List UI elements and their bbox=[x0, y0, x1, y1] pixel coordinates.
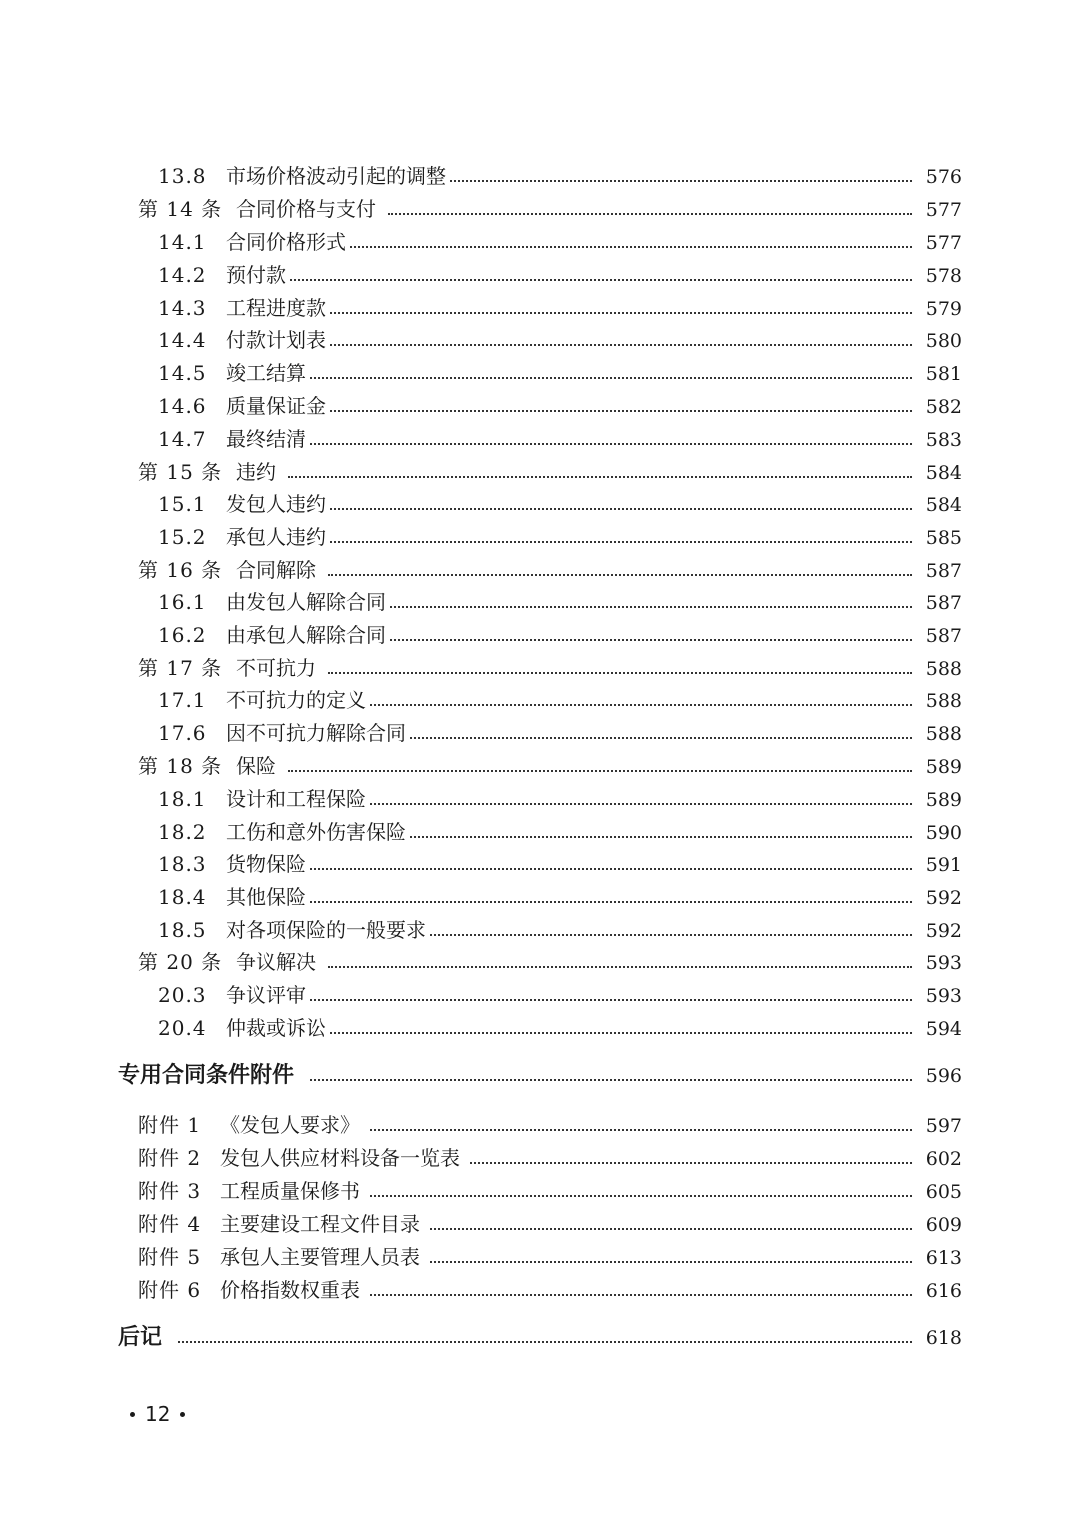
toc-page-number: 577 bbox=[925, 199, 962, 221]
toc-entry-title: 市场价格波动引起的调整 bbox=[226, 164, 446, 188]
toc-entry-number: 14.2 bbox=[158, 263, 207, 287]
dot-leader bbox=[430, 934, 912, 936]
toc-entry-number: 14.1 bbox=[158, 230, 207, 254]
toc-entry[interactable] bbox=[0, 621, 1080, 650]
dot-leader bbox=[390, 639, 912, 641]
toc-page-number: 578 bbox=[925, 265, 962, 287]
toc-entry-title: 其他保险 bbox=[226, 885, 306, 909]
toc-entry-title: 发包人供应材料设备一览表 bbox=[220, 1146, 460, 1170]
toc-entry[interactable] bbox=[0, 392, 1080, 421]
dot-leader bbox=[390, 606, 912, 608]
toc-entry[interactable] bbox=[0, 785, 1080, 814]
toc-page-number: 587 bbox=[925, 592, 962, 614]
toc-section-heading[interactable] bbox=[0, 1062, 1080, 1090]
dot-leader bbox=[330, 541, 912, 543]
toc-entry-number: 14.7 bbox=[158, 427, 207, 451]
toc-page-number: 591 bbox=[925, 854, 962, 876]
toc-entry-number: 20.3 bbox=[158, 983, 207, 1007]
toc-entry[interactable] bbox=[0, 1111, 1080, 1140]
toc-entry-title: 付款计划表 bbox=[226, 328, 326, 352]
toc-entry[interactable] bbox=[0, 523, 1080, 552]
toc-entry-number: 14.3 bbox=[158, 296, 207, 320]
toc-entry[interactable] bbox=[0, 883, 1080, 912]
toc-entry-title: 合同价格与支付 bbox=[236, 197, 376, 221]
dot-leader bbox=[430, 1228, 912, 1230]
toc-page-number: 596 bbox=[925, 1065, 962, 1087]
page-number-label: 12 bbox=[145, 1402, 171, 1426]
toc-entry-number: 15.2 bbox=[158, 525, 207, 549]
toc-entry-title: 合同解除 bbox=[236, 558, 316, 582]
toc-entry-title: 争议解决 bbox=[236, 950, 316, 974]
dot-leader bbox=[328, 574, 912, 576]
toc-entry-number: 14.4 bbox=[158, 328, 207, 352]
toc-entry-title: 主要建设工程文件目录 bbox=[220, 1212, 420, 1236]
toc-page-number: 616 bbox=[925, 1280, 962, 1302]
toc-entry-number: 16.2 bbox=[158, 623, 207, 647]
dot-leader bbox=[310, 1079, 912, 1081]
toc-entry-title: 竣工结算 bbox=[226, 361, 306, 385]
toc-entry-number: 附件 3 bbox=[138, 1179, 202, 1203]
toc-page-number: 613 bbox=[925, 1247, 962, 1269]
toc-entry[interactable] bbox=[0, 1243, 1080, 1272]
toc-entry-title: 价格指数权重表 bbox=[220, 1278, 360, 1302]
toc-entry[interactable] bbox=[0, 916, 1080, 945]
toc-page-number: 588 bbox=[925, 690, 962, 712]
dot-leader bbox=[370, 1129, 912, 1131]
dot-leader bbox=[330, 312, 912, 314]
dot-leader bbox=[410, 836, 912, 838]
toc-entry-number: 附件 5 bbox=[138, 1245, 202, 1269]
toc-entry[interactable] bbox=[0, 981, 1080, 1010]
toc-entry-number: 第 17 条 bbox=[138, 656, 223, 680]
toc-page-number: 593 bbox=[925, 985, 962, 1007]
toc-entry-title: 最终结清 bbox=[226, 427, 306, 451]
toc-entry-title: 工伤和意外伤害保险 bbox=[226, 820, 406, 844]
toc-entry-number: 第 16 条 bbox=[138, 558, 223, 582]
toc-page-number: 576 bbox=[925, 166, 962, 188]
bullet-dot-icon bbox=[180, 1412, 185, 1417]
toc-entry[interactable] bbox=[0, 719, 1080, 748]
toc-page-number: 605 bbox=[925, 1181, 962, 1203]
toc-entry-number: 14.5 bbox=[158, 361, 207, 385]
toc-entry-number: 15.1 bbox=[158, 492, 207, 516]
dot-leader bbox=[178, 1341, 912, 1343]
toc-entry-title: 由发包人解除合同 bbox=[226, 590, 386, 614]
toc-entry[interactable] bbox=[0, 294, 1080, 323]
dot-leader bbox=[330, 344, 912, 346]
toc-entry[interactable] bbox=[0, 228, 1080, 257]
toc-entry[interactable] bbox=[0, 752, 1080, 781]
toc-page-number: 581 bbox=[925, 363, 962, 385]
toc-entry-title: 发包人违约 bbox=[226, 492, 326, 516]
dot-leader bbox=[330, 1032, 912, 1034]
toc-entry-title: 专用合同条件附件 bbox=[118, 1063, 295, 1088]
toc-entry-title: 仲裁或诉讼 bbox=[226, 1016, 326, 1040]
dot-leader bbox=[370, 1294, 912, 1296]
toc-page-number: 579 bbox=[925, 298, 962, 320]
toc-entry[interactable] bbox=[0, 818, 1080, 847]
dot-leader bbox=[330, 410, 912, 412]
toc-page-number: 618 bbox=[925, 1327, 962, 1349]
toc-page-number: 584 bbox=[925, 462, 962, 484]
toc-entry[interactable] bbox=[0, 326, 1080, 355]
toc-entry-number: 13.8 bbox=[158, 164, 207, 188]
toc-entry-title: 保险 bbox=[236, 754, 276, 778]
dot-leader bbox=[310, 377, 912, 379]
toc-entry-number: 18.3 bbox=[158, 852, 207, 876]
toc-page-number: 597 bbox=[925, 1115, 962, 1137]
toc-entry[interactable] bbox=[0, 261, 1080, 290]
toc-entry[interactable] bbox=[0, 1276, 1080, 1305]
toc-page-number: 593 bbox=[925, 952, 962, 974]
toc-entry-title: 违约 bbox=[236, 460, 276, 484]
toc-entry-number: 20.4 bbox=[158, 1016, 207, 1040]
toc-entry[interactable] bbox=[0, 948, 1080, 977]
toc-entry-number: 18.2 bbox=[158, 820, 207, 844]
toc-entry-number: 第 15 条 bbox=[138, 460, 223, 484]
toc-entry[interactable] bbox=[0, 850, 1080, 879]
toc-page-number: 583 bbox=[925, 429, 962, 451]
toc-entry-title: 由承包人解除合同 bbox=[226, 623, 386, 647]
toc-entry[interactable] bbox=[0, 359, 1080, 388]
dot-leader bbox=[288, 770, 912, 772]
toc-entry-title: 承包人主要管理人员表 bbox=[220, 1245, 420, 1269]
dot-leader bbox=[310, 443, 912, 445]
toc-entry-title: 货物保险 bbox=[226, 852, 306, 876]
toc-page-number: 587 bbox=[925, 625, 962, 647]
toc-entry[interactable] bbox=[0, 162, 1080, 191]
toc-entry-title: 工程质量保修书 bbox=[220, 1179, 360, 1203]
dot-leader bbox=[330, 508, 912, 510]
dot-leader bbox=[370, 803, 912, 805]
toc-section-heading[interactable] bbox=[0, 1324, 1080, 1352]
dot-leader bbox=[430, 1261, 912, 1263]
toc-entry[interactable] bbox=[0, 425, 1080, 454]
toc-page-number: 594 bbox=[925, 1018, 962, 1040]
toc-page-number: 602 bbox=[925, 1148, 962, 1170]
toc-entry-number: 18.4 bbox=[158, 885, 207, 909]
toc-entry-number: 14.6 bbox=[158, 394, 207, 418]
toc-entry-title: 因不可抗力解除合同 bbox=[226, 721, 406, 745]
toc-entry-number: 附件 1 bbox=[138, 1113, 202, 1137]
toc-entry[interactable] bbox=[0, 588, 1080, 617]
toc-entry-title: 对各项保险的一般要求 bbox=[226, 918, 426, 942]
toc-entry[interactable] bbox=[0, 556, 1080, 585]
toc-entry-number: 第 20 条 bbox=[138, 950, 223, 974]
toc-entry[interactable] bbox=[0, 654, 1080, 683]
dot-leader bbox=[288, 476, 912, 478]
toc-entry-number: 17.6 bbox=[158, 721, 207, 745]
toc-entry-title: 设计和工程保险 bbox=[226, 787, 366, 811]
dot-leader bbox=[350, 246, 912, 248]
dot-leader bbox=[410, 737, 912, 739]
toc-entry[interactable] bbox=[0, 1144, 1080, 1173]
dot-leader bbox=[370, 704, 912, 706]
dot-leader bbox=[290, 279, 912, 281]
toc-entry-title: 争议评审 bbox=[226, 983, 306, 1007]
toc-entry-title: 质量保证金 bbox=[226, 394, 326, 418]
bullet-dot-icon bbox=[130, 1412, 135, 1417]
toc-page-number: 582 bbox=[925, 396, 962, 418]
page-number bbox=[120, 1402, 195, 1426]
toc-entry-number: 18.1 bbox=[158, 787, 207, 811]
toc-page-number: 588 bbox=[925, 658, 962, 680]
toc-entry-number: 附件 4 bbox=[138, 1212, 202, 1236]
toc-entry-title: 不可抗力 bbox=[236, 656, 316, 680]
dot-leader bbox=[370, 1195, 912, 1197]
dot-leader bbox=[310, 868, 912, 870]
toc-entry-title: 预付款 bbox=[226, 263, 286, 287]
toc-entry-title: 不可抗力的定义 bbox=[226, 688, 366, 712]
dot-leader bbox=[310, 901, 912, 903]
toc-entry[interactable] bbox=[0, 686, 1080, 715]
toc-page-number: 577 bbox=[925, 232, 962, 254]
toc-page-number: 589 bbox=[925, 789, 962, 811]
dot-leader bbox=[470, 1162, 912, 1164]
toc-entry-number: 附件 6 bbox=[138, 1278, 202, 1302]
toc-page-number: 592 bbox=[925, 887, 962, 909]
toc-page-number: 580 bbox=[925, 330, 962, 352]
toc-entry[interactable] bbox=[0, 195, 1080, 224]
toc-entry-number: 第 14 条 bbox=[138, 197, 223, 221]
toc-entry-title: 《发包人要求》 bbox=[220, 1113, 360, 1137]
toc-entry-number: 第 18 条 bbox=[138, 754, 223, 778]
toc-entry-number: 16.1 bbox=[158, 590, 207, 614]
toc-page-number: 590 bbox=[925, 822, 962, 844]
toc-entry[interactable] bbox=[0, 1014, 1080, 1043]
toc-page-number: 589 bbox=[925, 756, 962, 778]
toc-page-number: 588 bbox=[925, 723, 962, 745]
dot-leader bbox=[450, 180, 912, 182]
toc-page-number: 584 bbox=[925, 494, 962, 516]
toc-entry[interactable] bbox=[0, 1210, 1080, 1239]
dot-leader bbox=[328, 966, 912, 968]
toc-entry-number: 17.1 bbox=[158, 688, 207, 712]
toc-entry-title: 合同价格形式 bbox=[226, 230, 346, 254]
dot-leader bbox=[328, 672, 912, 674]
toc-entry-number: 18.5 bbox=[158, 918, 207, 942]
toc-page-number: 592 bbox=[925, 920, 962, 942]
toc-entry[interactable] bbox=[0, 458, 1080, 487]
toc-entry-title: 承包人违约 bbox=[226, 525, 326, 549]
toc-entry-title: 后记 bbox=[118, 1325, 163, 1350]
toc-entry-number: 附件 2 bbox=[138, 1146, 202, 1170]
toc-page-number: 609 bbox=[925, 1214, 962, 1236]
dot-leader bbox=[388, 213, 912, 215]
toc-entry-title: 工程进度款 bbox=[226, 296, 326, 320]
toc-entry[interactable] bbox=[0, 490, 1080, 519]
toc-page-number: 585 bbox=[925, 527, 962, 549]
toc-entry[interactable] bbox=[0, 1177, 1080, 1206]
toc-page-number: 587 bbox=[925, 560, 962, 582]
dot-leader bbox=[310, 999, 912, 1001]
